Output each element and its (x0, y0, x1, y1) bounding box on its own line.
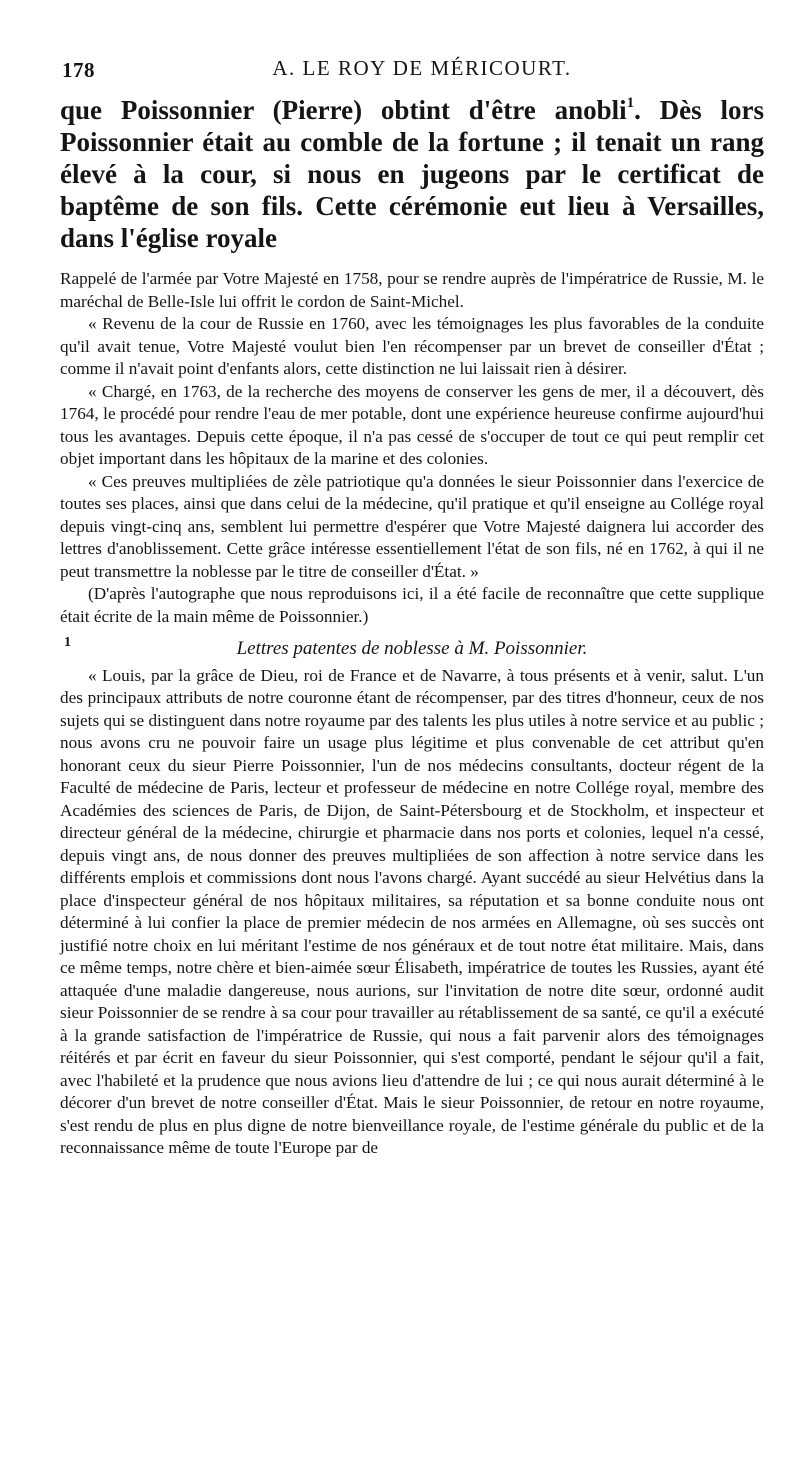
footnote-reference[interactable]: 1 (626, 95, 635, 111)
running-head (60, 46, 764, 88)
main-text-part-1: que Poissonnier (Pierre) obtint d'être anobli (60, 95, 627, 125)
footnote-paragraph: (D'après l'autographe que nous reproduisons ici, il a été facile de reconnaître que cette supplique était écrite de la main même de Poissonnier.) (60, 584, 764, 626)
main-text-part-2: . Dès lors Poissonnier était au comble de la fortune ; il tenait un rang élevé à la cour, si nous en jugeons par le certificat de baptême de son fils. Cette cérémonie eut lieu à Versailles, dans l'église royale (60, 95, 764, 253)
main-paragraph (60, 94, 764, 254)
footnote-paragraph: « Revenu de la cour de Russie en 1760, avec les témoignages les plus favorables de la conduite qu'il avait tenue, Votre Majesté voulut bien l'en récompenser par un brevet de conseiller d'État ; comme il n'avait point d'enfants alors, cette distinction ne lui laissait rien à désirer. (60, 314, 764, 378)
footnote-paragraph: « Ces preuves multipliées de zèle patriotique qu'a données le sieur Poissonnier dans l'exercice de toutes ses places, ainsi que dans celui de la médecine, qu'il pratique et qu'il enseigne au Collége royal depuis vingt-cinq ans, semblent lui permettre d'espérer que Votre Majesté daignera lui accorder des lettres d'anoblissement. Cette grâce intéresse essentiellement l'état de son fils, né en 1762, à qui il ne peut transmettre la noblesse par le titre de conseiller d'État. » (60, 471, 764, 581)
footnote-title: Lettres patentes de noblesse à M. Poissonnier. (236, 638, 588, 659)
running-title: A. LE ROY DE MÉRICOURT. (272, 56, 572, 80)
footnote-paragraph: Rappelé de l'armée par Votre Majesté en 1758, pour se rendre auprès de l'impératrice de Russie, M. le maréchal de Belle-Isle lui offrit le cordon de Saint-Michel. (60, 269, 764, 311)
page-number: 178 (62, 58, 95, 82)
footnote-marker: 1 (64, 635, 71, 650)
footnote-paragraph: « Chargé, en 1763, de la recherche des moyens de conserver les gens de mer, il a découvert, dès 1764, le procédé pour rendre l'eau de mer potable, dont une expérience heureuse confirme aujourd'hui tous les avantages. Depuis cette époque, il n'a pas cessé de s'occuper de tout ce qui peut remplir cet objet important dans les hôpitaux de la marine et des colonies. (60, 381, 764, 468)
footnotes (60, 268, 764, 1160)
footnote-paragraph: « Louis, par la grâce de Dieu, roi de France et de Navarre, à tous présents et à venir, salut. L'un des principaux attributs de notre couronne étant de récompenser, par des titres d'honneur, ceux de nos sujets qui se distinguent dans notre royaume par des talents les plus utiles à notre service et au public ; nous avons cru ne pouvoir faire un usage plus légitime et plus convenable de cet attribut qu'en honorant ceux du sieur Pierre Poissonnier, l'un de nos médecins consultants, docteur régent de la Faculté de médecine de Paris, lecteur et professeur de médecine en notre Collége royal, membre des Académies des sciences de Paris, de Dijon, de Saint-Pétersbourg et de Stockholm, et inspecteur et directeur général de la médecine, chirurgie et pharmacie dans nos ports et colonies, lequel n'a cessé, depuis vingt ans, de nous donner des preuves multipliées de son affection à notre service dans les différents emplois et commissions dont nous l'avons chargé. Ayant succédé au sieur Helvétius dans la place d'inspecteur général de nos hôpitaux militaires, sa réputation et sa bonne conduite nous ont déterminé à lui confier la place de premier médecin de nos armées en Allemagne, où ses succès ont justifié notre choix en lui méritant l'estime de nos généraux et de tout notre état militaire. Mais, dans ce même temps, notre chère et bien-aimée sœur Élisabeth, impératrice de toutes les Russies, ayant été attaquée d'une maladie dangereuse, nous aurions, sur l'invitation de notre dite sœur, ordonné audit sieur Poissonnier de se rendre à sa cour pour travailler au rétablissement de sa santé, ce qu'il a exécuté à la grande satisfaction de l'impératrice de Russie, qui nous a fait parvenir alors des témoignages réitérés et par écrit en faveur du sieur Poissonnier, qui s'est comporté, pendant le séjour qu'il a fait, avec l'habileté et la prudence que nous avions lieu d'attendre de lui ; ce qui nous aurait déterminé à le décorer d'un brevet de notre conseiller d'État. Mais le sieur Poissonnier, de retour en notre royaume, s'est rendu de plus en plus digne de notre bienveillance royale, de l'estime générale du public et de la reconnaissance même de toute l'Europe par de (60, 665, 764, 1157)
footnote-heading (60, 635, 764, 661)
